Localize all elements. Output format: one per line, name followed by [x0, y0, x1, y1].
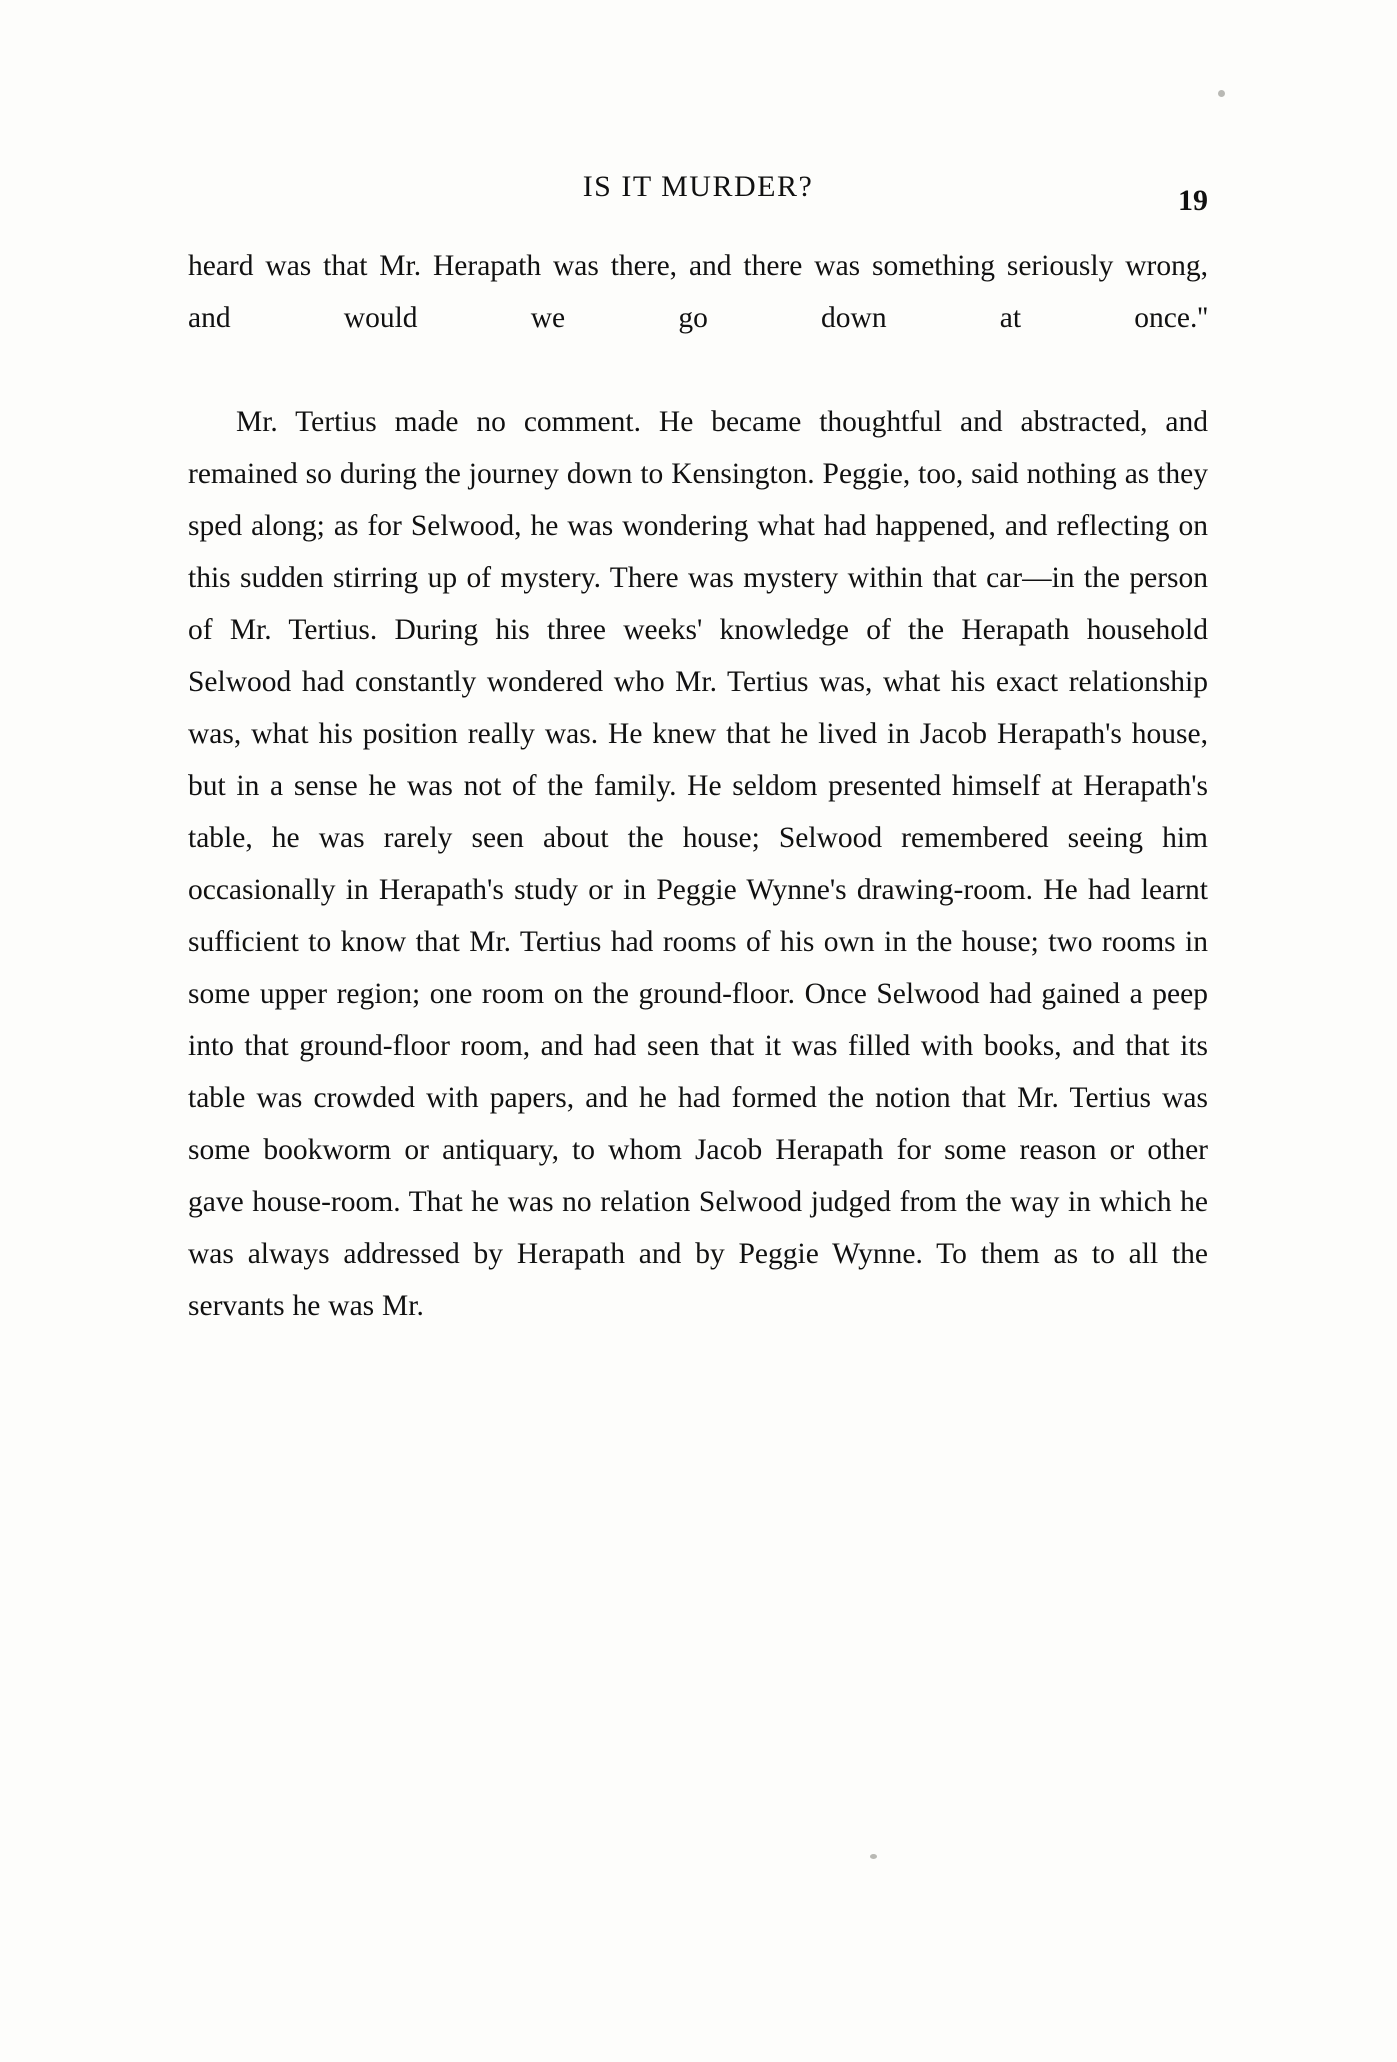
running-head-title: IS IT MURDER?: [582, 170, 814, 203]
paper-speck: [1218, 90, 1225, 97]
body-text: [188, 240, 1208, 1332]
paper-speck: [870, 1854, 877, 1859]
paragraph: Mr. Tertius made no comment. He became thoughtful and abstracted, and remained so during the journey down to Kensington. Peggie, too, said nothing as they sped along; as for Selwood, he was wondering what had happened, and reflecting on this sudden stirring up of mystery. There was mystery within that car—in the person of Mr. Tertius. During his three weeks' knowledge of the Herapath household Selwood had constantly wondered who Mr. Tertius was, what his exact relationship was, what his position really was. He knew that he lived in Jacob Herapath's house, but in a sense he was not of the family. He seldom presented himself at Herapath's table, he was rarely seen about the house; Selwood remembered seeing him occasionally in Herapath's study or in Peggie Wynne's drawing-room. He had learnt sufficient to know that Mr. Tertius had rooms of his own in the house; two rooms in some upper region; one room on the ground-floor. Once Selwood had gained a peep into that ground-floor room, and had seen that it was filled with books, and that its table was crowded with papers, and he had formed the notion that Mr. Tertius was some bookworm or antiquary, to whom Jacob Herapath for some reason or other gave house-room. That he was no relation Selwood judged from the way in which he was always addressed by Herapath and by Peggie Wynne. To them as to all the servants he was Mr.: [188, 406, 1208, 1322]
page-content: [188, 170, 1208, 1332]
page-number: 19: [1178, 184, 1208, 217]
paragraph: heard was that Mr. Herapath was there, and there was something seriously wrong, and would we go down at once.'': [188, 250, 1208, 334]
running-head: [188, 170, 1208, 218]
